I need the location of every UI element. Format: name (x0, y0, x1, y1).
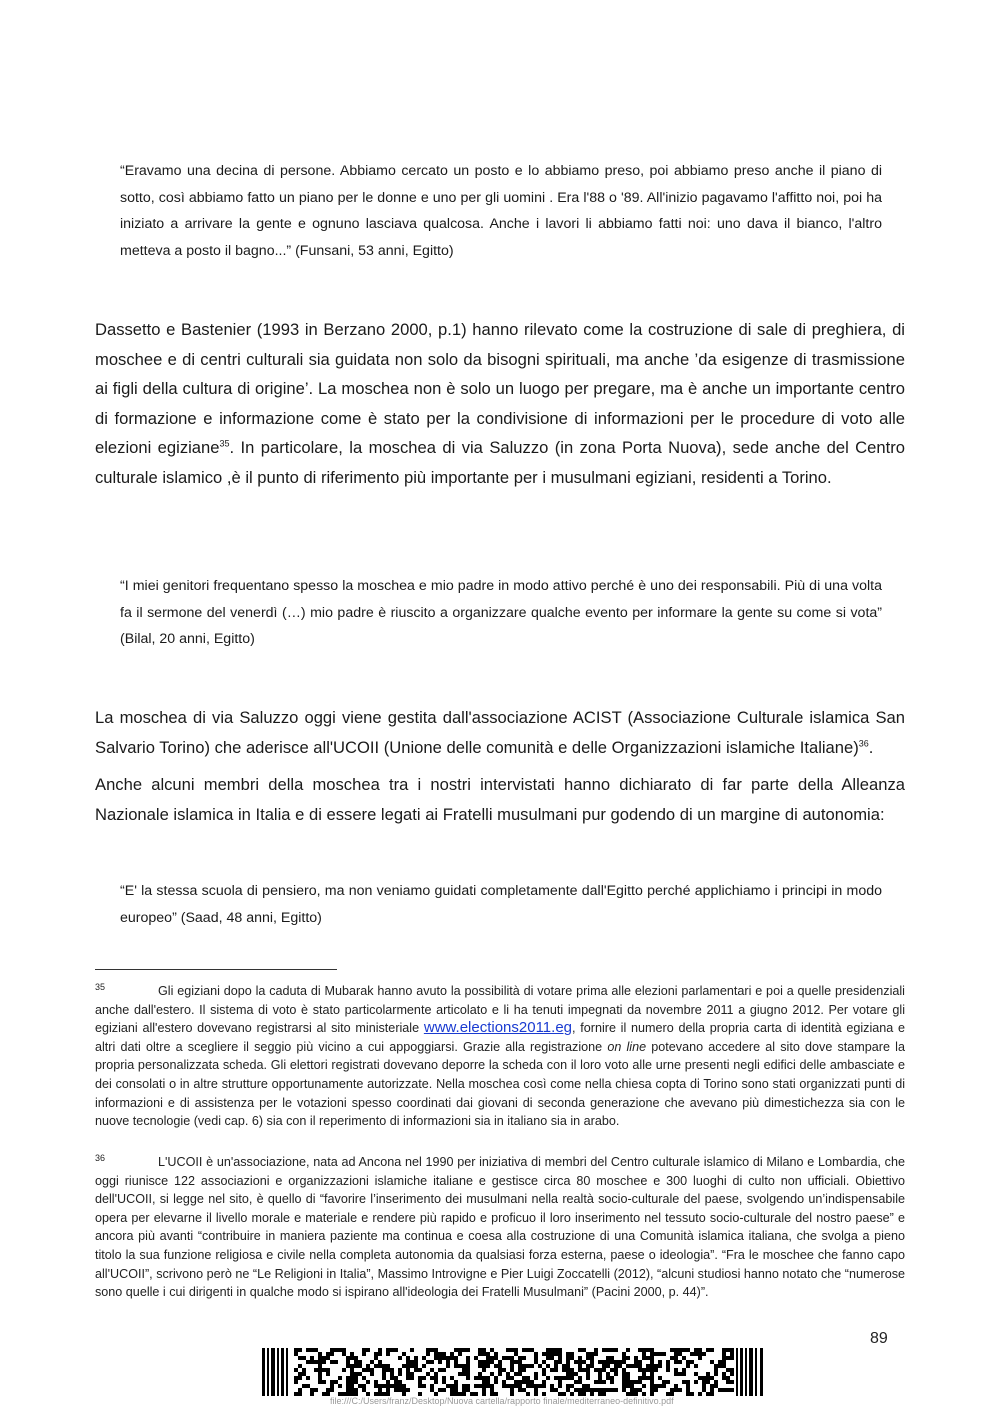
interview-quote-2: “I miei genitori frequentano spesso la moschea e mio padre in modo attivo perché è uno dei responsabili. Più di una volta fa il sermone del venerdì (…) mio padre è riuscito a organizzare qualche evento per informare la gente su come si vota” (Bilal, 20 anni, Egitto) (120, 578, 882, 647)
footnote-text-part: , fornire il numero della propria carta di identità egiziana e altri dati oltre a scegliere il seggio più vicino a cui appoggiarsi. Grazie alla registrazione (95, 1021, 905, 1054)
footnote-number: 35 (95, 982, 106, 992)
footnote-italic-text: on line (607, 1039, 647, 1054)
body-paragraph-1 (95, 315, 905, 492)
footnote-35 (95, 982, 905, 1131)
elections-website-link[interactable]: www.elections2011.eg (423, 1019, 573, 1037)
footnote-separator (95, 969, 337, 970)
footnote-reference-35[interactable]: 35 (219, 438, 230, 449)
interview-quote-1: “Eravamo una decina di persone. Abbiamo cercato un posto e lo abbiamo preso, poi abbiamo preso anche il piano di sotto, così abbiamo fatto un piano per le donne e uno per gli uomini . Era l'88 o '89. All'inizio pagavamo l'affitto noi, poi ha iniziato a arrivare la gente e ognuno lasciava qualcosa. Anche i lavori li abbiamo fatti noi: uno dava il bianco, l'altro metteva a posto il bagno...” (Funsani, 53 anni, Egitto) (120, 163, 882, 259)
interview-quote-3: “E' la stessa scuola di pensiero, ma non veniamo guidati completamente dall'Egitto perché applichiamo i principi in modo europeo” (Saad, 48 anni, Egitto) (120, 883, 882, 926)
paragraph-text: La moschea di via Saluzzo oggi viene gestita dall'associazione ACIST (Associazione Culturale islamica San Salvario Torino) che aderisce all'UCOII (Unione delle comunità e delle Organizzazioni islamiche Italiane) (95, 708, 905, 757)
footnote-text (95, 982, 905, 1131)
paragraph-text: Dassetto e Bastenier (1993 in Berzano 2000, p.1) hanno rilevato come la costruzione di sale di preghiera, di moschee e di centri culturali sia guidata non solo da bisogni spirituali, ma anche ’da esigenze di trasmissione ai figli della cultura di origine’. La moschea non è solo un luogo per pregare, ma è anche un importante centro di formazione e informazione come è stato per la condivisione di informazioni per le procedure di voto alle elezioni egiziane (95, 320, 905, 457)
file-path-text: file:///C:/Users/franz/Desktop/Nuova cartella/rapporto finale/mediterraneo-definitivo.pdf (330, 1396, 674, 1406)
paragraph-text: . In particolare, la moschea di via Saluzzo (in zona Porta Nuova), sede anche del Centro culturale islamico ,è il punto di riferimento più importante per i musulmani egiziani, residenti a Torino. (95, 438, 905, 487)
footnote-text-part: potevano accedere al sito dove stampare la propria personalizzata scheda. Gli elettori registrati dovevano deporre la scheda con il loro voto alle urne presenti negli edifici delle ambasciate e dei consolati o in altre strutture opportunamente autorizzate. Nella moschea così come nella chiesa copta di Torino sono stati organizzati punti di informazioni e di assistenza per le votazioni spesso coordinati dai giovani di seconda generazione che avevano più dimestichezza sia con le nuove tecnologie (vedi cap. 6) sia con il reperimento di informazioni sia in italiano sia in arabo. (95, 1039, 905, 1129)
footnote-number: 36 (95, 1153, 106, 1163)
footnote-reference-36[interactable]: 36 (858, 737, 869, 748)
body-paragraph-3: Anche alcuni membri della moschea tra i nostri intervistati hanno dichiarato di far parte della Alleanza Nazionale islamica in Italia e di essere legati ai Fratelli musulmani pur godendo di un margine di autonomia: (95, 775, 905, 824)
footnote-36 (95, 1153, 905, 1302)
page-number: 89 (870, 1330, 888, 1347)
footnote-text: L'UCOII è un'associazione, nata ad Ancona nel 1990 per iniziativa di membri del Centro culturale islamico di Milano e Lombardia, che oggi riunisce 122 associazioni e organizzazioni islamiche italiane e gestisce circa 80 moschee e 300 luoghi di culto non ufficiali. Obiettivo dell'UCOII, si legge nel sito, è quello di “favorire l’inserimento dei musulmani nella realtà socio-culturale del paese, svolgendo un’indispensabile opera per elevarne il livello morale e materiale e rendere più rapido e proficuo il loro inserimento nel tessuto socio-culturale del nostro paese” e ancora più avanti “contribuire in maniera paziente ma continua e coesa alla costruzione di una Comunità islamica italiana, che svolga a pieno titolo la sua funzione religiosa e civile nella completa autonomia da qualsiasi forza esterna, paese o ideologia”. “Fra le moschee che fanno capo all'UCOII”, scrivono però ne “Le Religioni in Italia”, Massimo Introvigne e Pier Luigi Zoccatelli (2012), “alcuni studiosi hanno notato che “numerose sono quelle i cui dirigenti in qualche modo si ispirano all'ideologia dei Fratelli Musulmani” (Pacini 2000, p. 44)”. (95, 1155, 905, 1300)
paragraph-text: . (868, 737, 874, 757)
body-paragraph-2 (95, 703, 905, 762)
footnote-text-part: Gli egiziani dopo la caduta di Mubarak hanno avuto la possibilità di votare prima alle elezioni parlamentari e poi a quelle presidenziali anche dall'estero. Il sistema di voto è stato particolarmente articolato e li ha tenuti impegnati da novembre 2011 a giugno 2012. Per votare gli egiziani all'estero dovevano registrarsi al sito ministeriale (95, 984, 905, 1036)
barcode-image (262, 1348, 766, 1396)
